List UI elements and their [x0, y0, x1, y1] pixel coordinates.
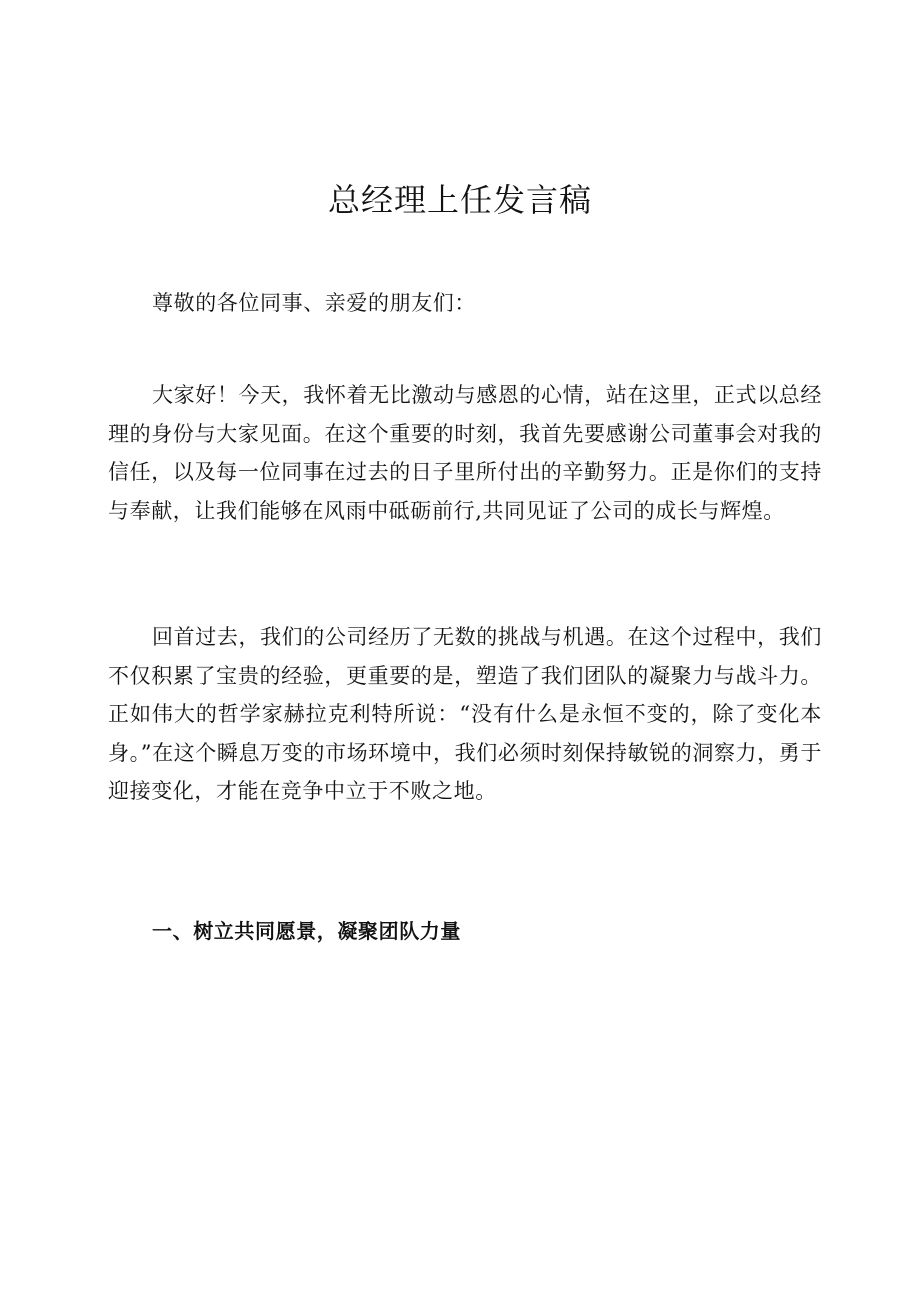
- greeting-paragraph: 尊敬的各位同事、亲爱的朋友们：: [152, 291, 476, 315]
- body-paragraph-1: 大家好！今天，我怀着无比激动与感恩的心情，站在这里，正式以总经理的身份与大家见面。在这个重要的时刻，我首先要感谢公司董事会对我的信任，以及每一位同事在过去的日子里所付出的辛勤努力。正是你们的支持与奉献，让我们能够在风雨中砥砺前行,共同见证了公司的成长与辉煌。: [108, 383, 822, 523]
- section-heading-1: 一、树立共同愿景，凝聚团队力量: [152, 919, 461, 943]
- document-title: 总经理上任发言稿: [327, 181, 592, 219]
- body-paragraph-2: 回首过去，我们的公司经历了无数的挑战与机遇。在这个过程中，我们不仅积累了宝贵的经验，更重要的是，塑造了我们团队的凝聚力与战斗力。正如伟大的哲学家赫拉克利特所说：“没有什么是永恒不变的，除了变化本身。”在这个瞬息万变的市场环境中，我们必须时刻保持敏锐的洞察力，勇于迎接变化，才能在竞争中立于不败之地。: [108, 625, 822, 803]
